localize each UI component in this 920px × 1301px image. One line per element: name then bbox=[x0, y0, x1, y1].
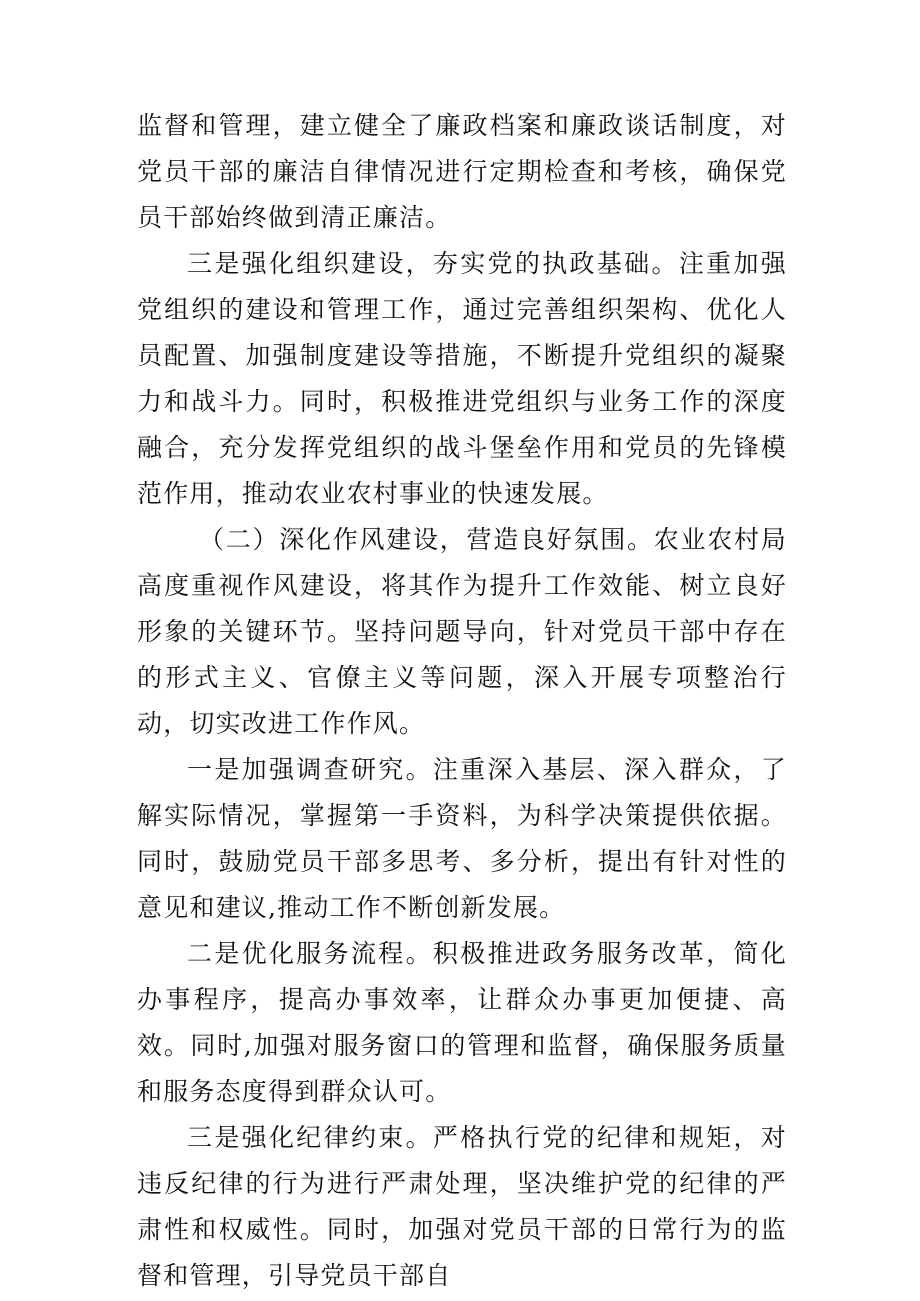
paragraph-discipline: 三是强化纪律约束。严格执行党的纪律和规矩，对违反纪律的行为进行严肃处理，坚决维护党的纪律的严肃性和权威性。同时，加强对党员干部的日常行为的监督和管理，引导党员干部自 bbox=[137, 1123, 787, 1290]
document-body bbox=[137, 103, 787, 1299]
paragraph-continuation: 监督和管理，建立健全了廉政档案和廉政谈话制度，对党员干部的廉洁自律情况进行定期检查和考核，确保党员干部始终做到清正廉洁。 bbox=[137, 111, 787, 232]
paragraph-work-style: （二）深化作风建设，营造良好氛围。农业农村局高度重视作风建设，将其作为提升工作效能、树立良好形象的关键环节。坚持问题导向，针对党员干部中存在的形式主义、官僚主义等问题，深入开展专项整治行动，切实改进工作作风。 bbox=[137, 525, 787, 738]
paragraph-organization-building: 三是强化组织建设，夯实党的执政基础。注重加强党组织的建设和管理工作，通过完善组织架构、优化人员配置、加强制度建设等措施，不断提升党组织的凝聚力和战斗力。同时，积极推进党组织与业务工作的深度融合，充分发挥党组织的战斗堡垒作用和党员的先锋模范作用，推动农业农村事业的快速发展。 bbox=[137, 249, 787, 508]
paragraph-service-process: 二是优化服务流程。积极推进政务服务改革，简化办事程序，提高办事效率，让群众办事更加便捷、高效。同时,加强对服务窗口的管理和监督，确保服务质量和服务态度得到群众认可。 bbox=[137, 939, 787, 1106]
paragraph-research: 一是加强调查研究。注重深入基层、深入群众，了解实际情况，掌握第一手资料，为科学决策提供依据。同时，鼓励党员干部多思考、多分析，提出有针对性的意见和建议,推动工作不断创新发展。 bbox=[137, 755, 787, 922]
